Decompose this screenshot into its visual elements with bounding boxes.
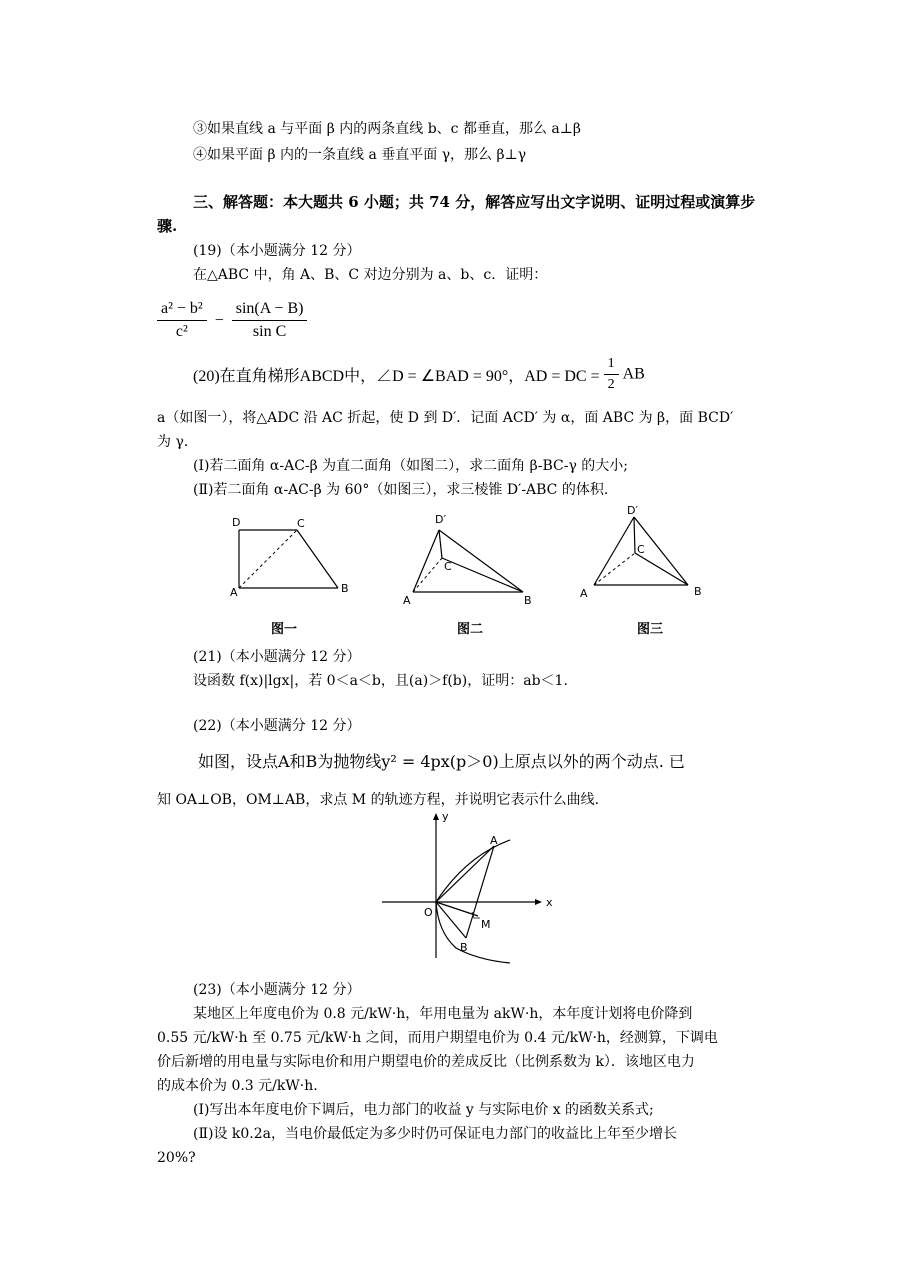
fig3-caption: 图三: [637, 622, 664, 637]
statement-3: ③如果直线 a 与平面 β 内的两条直线 b、c 都垂直，那么 a⊥β: [193, 121, 581, 137]
figure-parabola: [378, 808, 558, 968]
q23-line1: 某地区上年度电价为 0.8 元/kW·h，年用电量为 akW·h，本年度计划将电价降到: [193, 1006, 693, 1022]
q23-line3: 价后新增的用电量与实际电价和用户期望电价的差成反比（比例系数为 k）．该地区电力: [157, 1054, 695, 1070]
q23-line2: 0.55 元/kW·h 至 0.75 元/kW·h 之间，而用户期望电价为 0.4 元/kW·h，经测算，下调电: [157, 1030, 718, 1046]
point-a-label: A: [490, 834, 498, 847]
q23-part2-cont: 20%?: [157, 1150, 196, 1166]
q19-label: (19)（本小题满分 12 分）: [193, 243, 361, 259]
q20-frac-num: 1: [604, 356, 619, 375]
axis-label-y: y: [442, 810, 449, 823]
point-m-label: M: [481, 918, 491, 931]
fig3-label-c: C: [637, 543, 645, 556]
fig2-label-c: C: [444, 560, 452, 573]
q19-rhs-numerator: sin(A − B): [232, 300, 308, 321]
q21-text: 设函数 f(x)|lgx|，若 0＜a＜b，且(a)＞f(b)，证明：ab＜1.: [193, 673, 568, 689]
q20-half-fraction: [604, 356, 619, 393]
q20-intro: [193, 356, 645, 393]
fig2-label-a: A: [403, 594, 411, 607]
section-heading-cont: 骤.: [157, 217, 178, 235]
fig1-caption: 图一: [271, 622, 298, 637]
fig3-label-dprime: D′: [627, 504, 638, 517]
point-b-label: B: [460, 941, 468, 954]
figure-1-trapezoid: [225, 510, 360, 605]
figure-3-tetrahedron: [574, 503, 709, 603]
statement-4: ④如果平面 β 内的一条直线 a 垂直平面 γ，那么 β⊥γ: [193, 147, 527, 163]
q19-lhs-fraction: [157, 300, 207, 341]
fig2-label-b: B: [524, 594, 532, 607]
q22-label: (22)（本小题满分 12 分）: [193, 718, 361, 734]
fig2-caption: 图二: [457, 622, 484, 637]
q19-rhs-fraction: [232, 300, 308, 341]
fig2-label-dprime: D′: [435, 513, 446, 526]
q20-line2: a（如图一），将△ADC 沿 AC 折起，使 D 到 D′．记面 ACD′ 为 α，面 ABC 为 β，面 BCD′: [157, 410, 734, 426]
fig1-label-b: B: [341, 582, 349, 595]
q22-line2: 知 OA⊥OB，OM⊥AB，求点 M 的轨迹方程，并说明它表示什么曲线.: [157, 792, 600, 808]
q19-text: 在△ABC 中，角 A、B、C 对边分别为 a、b、c．证明：: [193, 267, 548, 283]
q19-minus: −: [214, 311, 224, 329]
q20-line3: 为 γ．: [157, 434, 198, 450]
section-heading: 三、解答题：本大题共 6 小题；共 74 分，解答应写出文字说明、证明过程或演算步: [193, 193, 756, 211]
q23-line4: 的成本价为 0.3 元/kW·h.: [157, 1078, 318, 1094]
q19-formula: [157, 300, 307, 341]
figure-2-folded: [397, 508, 542, 608]
q23-label: (23)（本小题满分 12 分）: [193, 982, 361, 998]
fig1-label-c: C: [297, 517, 305, 530]
fig3-label-b: B: [694, 585, 702, 598]
q23-part2: (Ⅱ)设 k0.2a，当电价最低定为多少时仍可保证电力部门的收益比上年至少增长: [193, 1126, 677, 1142]
q21-label: (21)（本小题满分 12 分）: [193, 649, 361, 665]
q19-lhs-numerator: a² − b²: [157, 300, 207, 321]
q20-prefix: (20)在直角梯形ABCD中，∠D = ∠BAD = 90°，AD = DC =: [193, 368, 600, 385]
q19-rhs-denominator: sin C: [252, 323, 287, 340]
q20-frac-den: 2: [607, 377, 615, 392]
q22-line1: 如图，设点A和B为抛物线y² = 4px(p＞0)上原点以外的两个动点. 已: [198, 752, 685, 771]
q20-part2: (Ⅱ)若二面角 α-AC-β 为 60°（如图三），求三棱锥 D′-ABC 的体积.: [193, 482, 609, 498]
fig1-label-a: A: [230, 586, 238, 599]
fig3-label-a: A: [580, 587, 588, 600]
q19-lhs-denominator: c²: [175, 323, 188, 340]
fig1-label-d: D: [232, 516, 241, 529]
origin-label: O: [424, 906, 433, 919]
axis-label-x: x: [546, 896, 553, 909]
q23-part1: (Ⅰ)写出本年度电价下调后，电力部门的收益 y 与实际电价 x 的函数关系式;: [193, 1102, 654, 1118]
q20-suffix: AB: [622, 365, 645, 383]
q20-part1: (Ⅰ)若二面角 α-AC-β 为直二面角（如图二），求二面角 β-BC-γ 的大小;: [193, 458, 628, 474]
